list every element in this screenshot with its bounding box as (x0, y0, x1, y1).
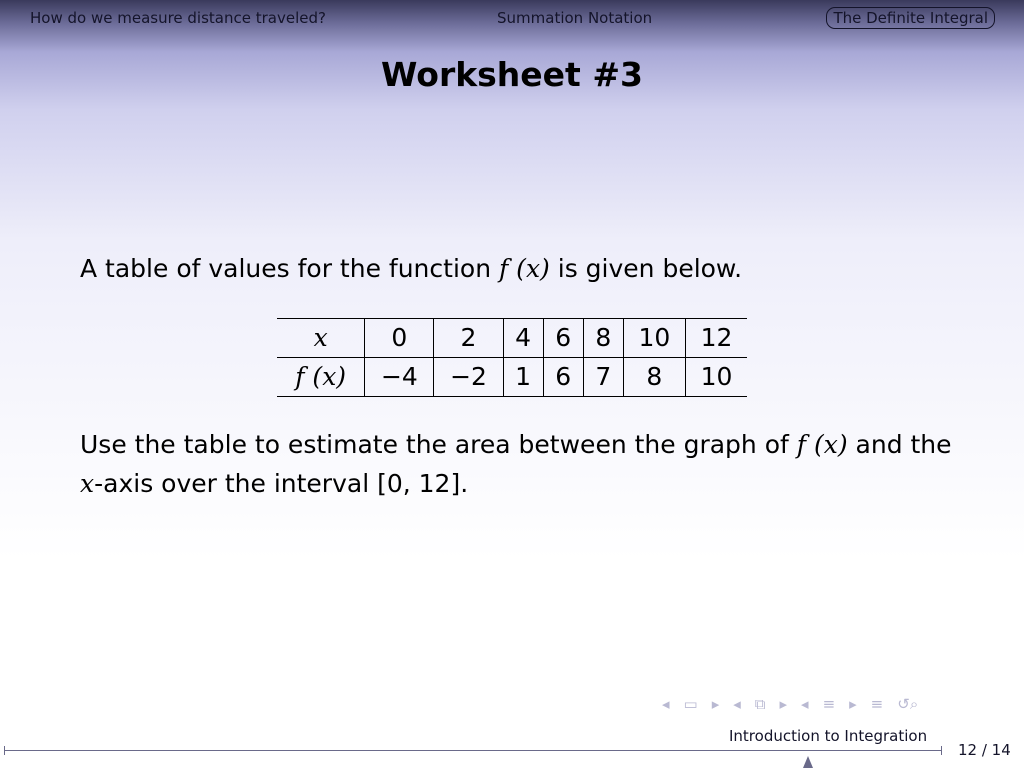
progress-bar (4, 750, 942, 752)
page-indicator: 12 / 14 (958, 741, 1011, 759)
subsection-icon[interactable]: ⧉ (754, 695, 766, 713)
table-cell: 10 (685, 358, 747, 397)
table-row-x (277, 319, 747, 358)
table-cell: 10 (623, 319, 685, 358)
presentation-title: Introduction to Integration (729, 727, 928, 745)
intro-function: f (x) (498, 254, 550, 283)
section-right-icon[interactable]: ▸ (849, 695, 857, 713)
values-table (277, 318, 747, 397)
progress-marker (803, 756, 813, 768)
task-part-3: -axis over the interval [0, 12]. (94, 469, 469, 498)
beamer-nav-symbols (662, 694, 918, 714)
frame-left-icon[interactable]: ◂ (662, 695, 670, 713)
table-header-fx: f (x) (277, 358, 365, 397)
table-cell: 8 (583, 319, 623, 358)
slide-title: Worksheet #3 (381, 55, 643, 94)
intro-text (80, 249, 960, 288)
intro-prefix: A table of values for the function (80, 254, 499, 283)
table-cell: −4 (365, 358, 434, 397)
task-text (80, 425, 960, 503)
table-cell: 7 (583, 358, 623, 397)
frame-right-icon[interactable]: ▸ (711, 695, 720, 713)
task-part-1: Use the table to estimate the area between the graph of (80, 430, 797, 459)
progress-cap-left (4, 746, 5, 755)
table-cell: 0 (365, 319, 434, 358)
table-cell: −2 (434, 358, 503, 397)
nav-section-distance[interactable]: How do we measure distance traveled? (30, 9, 326, 27)
table-header-x: x (277, 319, 365, 358)
nav-section-definite-integral[interactable]: The Definite Integral (826, 7, 995, 29)
progress-cap-right (941, 746, 942, 755)
table-cell: 1 (503, 358, 543, 397)
section-left-icon[interactable]: ◂ (801, 695, 809, 713)
subsection-right-icon[interactable]: ▸ (779, 695, 788, 713)
table-cell: 2 (434, 319, 503, 358)
frame-icon[interactable]: ▭ (683, 695, 698, 713)
table-cell: 6 (543, 319, 583, 358)
progress-line (4, 750, 942, 751)
search-icon[interactable]: ↺⌕ (897, 695, 919, 713)
section-icon[interactable]: ≡ (822, 695, 836, 713)
table-row-fx (277, 358, 747, 397)
table-cell: 8 (623, 358, 685, 397)
table-cell: 4 (503, 319, 543, 358)
nav-section-summation[interactable]: Summation Notation (497, 9, 653, 27)
task-part-2: and the (847, 430, 952, 459)
table-cell: 6 (543, 358, 583, 397)
intro-suffix: is given below. (549, 254, 743, 283)
header-nav (0, 0, 1024, 36)
task-variable: x (80, 469, 95, 498)
subsection-left-icon[interactable]: ◂ (733, 695, 741, 713)
task-function: f (x) (796, 430, 848, 459)
align-icon[interactable]: ≡ (870, 695, 884, 713)
table-cell: 12 (685, 319, 747, 358)
